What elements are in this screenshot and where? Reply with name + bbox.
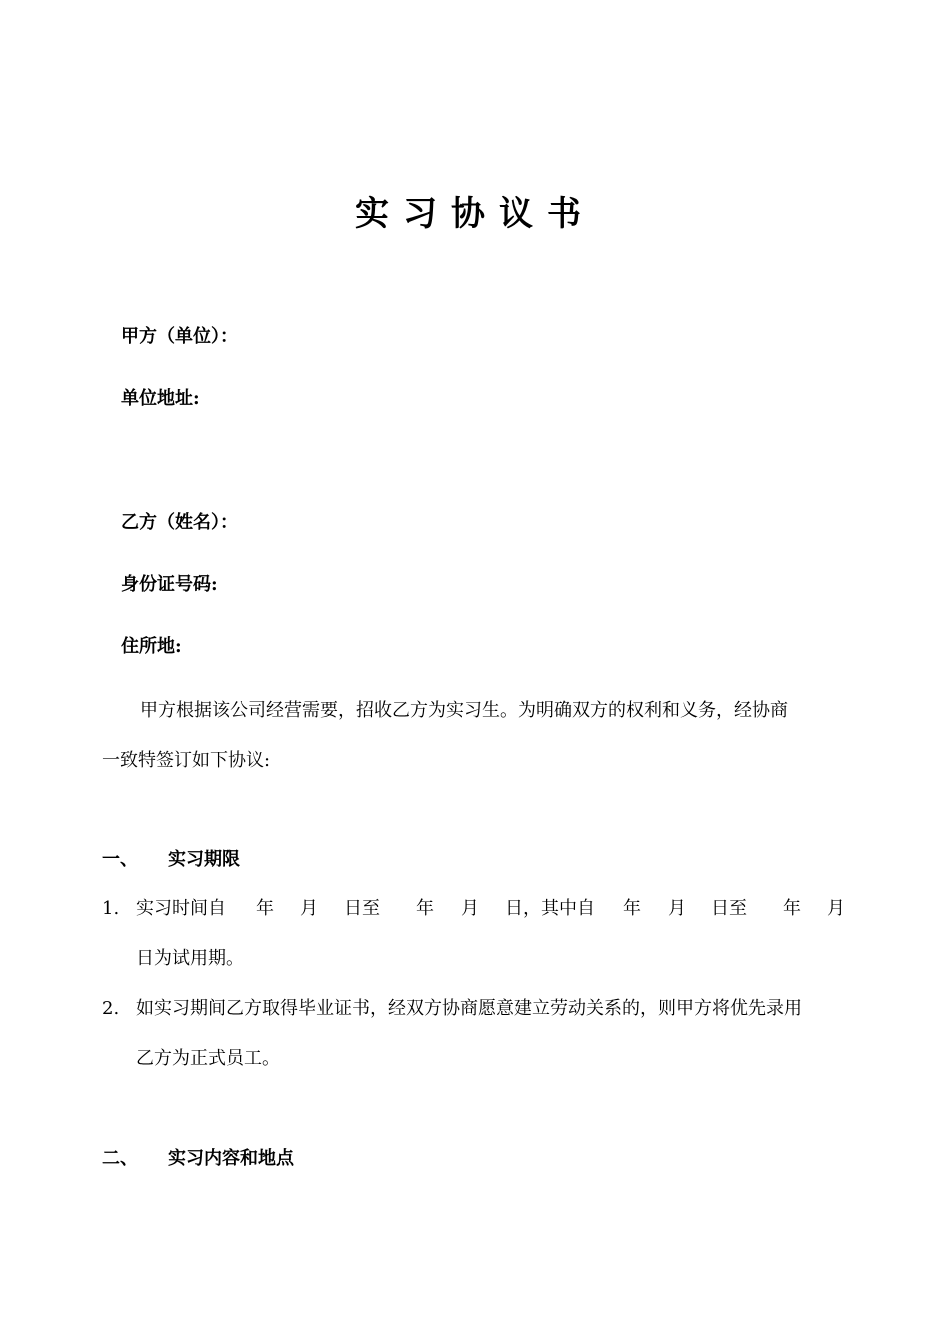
date-text: 月 — [461, 898, 479, 919]
item-number: 2. — [102, 998, 120, 1019]
date-text: 年 — [416, 898, 434, 919]
date-text: 日至 — [344, 898, 380, 919]
party-a-label: 甲方（单位）： — [121, 326, 238, 347]
document-title: 实习协议书 — [355, 194, 595, 234]
section-title: 实习内容和地点 — [168, 1148, 294, 1169]
section-heading-1 — [102, 847, 240, 873]
section-number: 二、 — [102, 1148, 138, 1169]
list-item-continuation: 日为试用期。 — [136, 948, 244, 969]
list-item — [102, 996, 802, 1022]
residence-label: 住所地: — [121, 636, 182, 657]
date-text: 实习时间自 — [136, 898, 226, 919]
intro-paragraph-line2: 一致特签订如下协议: — [102, 750, 271, 771]
date-text: 年 — [256, 898, 274, 919]
date-text: 年 — [623, 898, 641, 919]
date-text: 月 — [827, 898, 845, 919]
item-number: 1. — [102, 898, 120, 919]
section-number: 一、 — [102, 849, 138, 870]
party-b-label: 乙方（姓名）： — [121, 512, 238, 533]
date-text: 月 — [300, 898, 318, 919]
date-text: 年 — [783, 898, 801, 919]
section-title: 实习期限 — [168, 849, 240, 870]
internship-date-line — [0, 896, 950, 922]
date-text: 日至 — [711, 898, 747, 919]
item-text: 如实习期间乙方取得毕业证书，经双方协商愿意建立劳动关系的，则甲方将优先录用 — [136, 998, 802, 1019]
intro-paragraph-line1: 甲方根据该公司经营需要，招收乙方为实习生。为明确双方的权利和义务，经协商 — [140, 700, 788, 721]
list-item-continuation: 乙方为正式员工。 — [136, 1048, 280, 1069]
address-label: 单位地址: — [121, 388, 200, 409]
date-text: 日，其中自 — [505, 898, 595, 919]
id-number-label: 身份证号码: — [121, 574, 218, 595]
section-heading-2 — [102, 1146, 294, 1172]
date-text: 月 — [668, 898, 686, 919]
